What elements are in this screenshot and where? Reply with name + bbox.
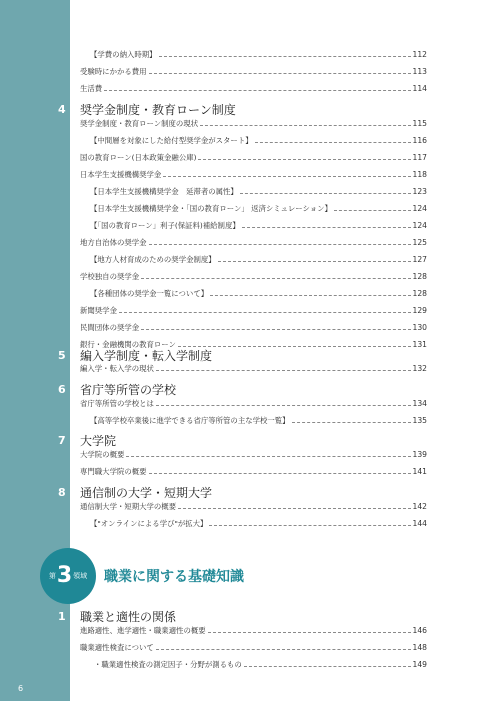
toc-page-number: 139 — [412, 450, 427, 459]
dot-leader — [244, 665, 411, 667]
toc-entry-title: 生活費 — [80, 84, 103, 93]
dot-leader — [156, 404, 411, 406]
domain-badge-prefix: 第 — [48, 572, 56, 580]
toc-entry-title: 【地方人材育成のための奨学金制度】 — [90, 255, 216, 264]
toc-entry-title: 専門職大学院の概要 — [80, 467, 147, 476]
toc-entry-title: 【"オンラインによる学び"が拡大】 — [90, 519, 208, 528]
toc-entry[interactable] — [80, 639, 427, 653]
toc-entry[interactable] — [90, 132, 427, 146]
toc-entry-title: 【日本学生支援機構奨学金 延滞者の属性】 — [90, 187, 238, 196]
chapter-title: 編入学制度・転入学制度 — [80, 348, 213, 363]
toc-entry-title: 新聞奨学金 — [80, 306, 117, 315]
toc-entry-title: 学校独自の奨学金 — [80, 272, 140, 281]
dot-leader — [334, 209, 411, 211]
toc-entry[interactable] — [80, 268, 427, 282]
toc-entry-title: 【高等学校卒業後に進学できる省庁等所管の主な学校一覧】 — [90, 416, 290, 425]
toc-page-number: 128 — [412, 272, 427, 281]
toc-entry[interactable] — [90, 515, 427, 529]
toc-entry-title: 日本学生支援機構奨学金 — [80, 170, 162, 179]
toc-page-number: 141 — [412, 467, 427, 476]
dot-leader — [178, 507, 410, 509]
toc-page-number: 135 — [412, 416, 427, 425]
chapter-title: 省庁等所管の学校 — [80, 382, 177, 397]
chapter-number: 5 — [58, 348, 66, 362]
toc-page-number: 130 — [412, 323, 427, 332]
dot-leader — [149, 243, 411, 245]
toc-page-number: 117 — [412, 153, 427, 162]
toc-entry[interactable] — [80, 463, 427, 477]
toc-entry-title: 省庁等所管の学校とは — [80, 399, 154, 408]
toc-page-number: 131 — [412, 340, 427, 349]
dot-leader — [178, 345, 411, 347]
dot-leader — [149, 472, 411, 474]
dot-leader — [240, 192, 411, 194]
toc-entry[interactable] — [90, 251, 427, 265]
toc-entry[interactable] — [90, 217, 427, 231]
toc-page-number: 124 — [412, 221, 427, 230]
dot-leader — [104, 89, 410, 91]
toc-page-number: 129 — [412, 306, 427, 315]
dot-leader — [156, 648, 411, 650]
dot-leader — [292, 421, 411, 423]
toc-entry-title: 地方自治体の奨学金 — [80, 238, 147, 247]
dot-leader — [210, 294, 410, 296]
toc-entry-title: 民間団体の奨学金 — [80, 323, 140, 332]
toc-entry-title: 【中間層を対象にした給付型奨学金がスタート】 — [90, 136, 253, 145]
dot-leader — [141, 277, 410, 279]
toc-page-number: 134 — [412, 399, 427, 408]
toc-entry[interactable] — [80, 302, 427, 316]
toc-page-number: 116 — [412, 136, 427, 145]
domain-badge — [40, 548, 96, 604]
toc-page-number: 115 — [412, 119, 427, 128]
toc-page-number: 112 — [412, 50, 427, 59]
chapter-number: 4 — [58, 102, 66, 116]
toc-page-number: 149 — [412, 660, 427, 669]
toc-entry-title: 受験時にかかる費用 — [80, 67, 147, 76]
toc-entry[interactable] — [80, 498, 427, 512]
domain-badge-suffix: 領域 — [73, 572, 88, 580]
toc-entry[interactable] — [90, 183, 427, 197]
chapter-title: 奨学金制度・教育ローン制度 — [80, 102, 236, 117]
toc-entry[interactable] — [80, 115, 427, 129]
toc-entry-title: 国の教育ローン(日本政策金融公庫) — [80, 153, 197, 162]
toc-entry[interactable] — [94, 656, 427, 670]
toc-entry[interactable] — [80, 166, 427, 180]
toc-entry[interactable] — [80, 149, 427, 163]
domain-title: 職業に関する基礎知識 — [104, 569, 244, 585]
dot-leader — [156, 369, 411, 371]
dot-leader — [198, 158, 410, 160]
toc-entry-title: ・職業適性検査の測定因子・分野が測るもの — [94, 660, 242, 669]
chapter-number: 8 — [58, 485, 66, 499]
chapter-number: 1 — [58, 609, 66, 623]
toc-entry-title: 通信制大学・短期大学の概要 — [80, 502, 177, 511]
dot-leader — [119, 311, 411, 313]
dot-leader — [159, 55, 411, 57]
toc-entry[interactable] — [90, 46, 427, 60]
toc-entry[interactable] — [80, 446, 427, 460]
dot-leader — [255, 141, 411, 143]
dot-leader — [218, 260, 411, 262]
toc-entry[interactable] — [80, 360, 427, 374]
dot-leader — [209, 524, 410, 526]
toc-page-number: 128 — [412, 289, 427, 298]
toc-page-number: 146 — [412, 626, 427, 635]
page-number: 6 — [18, 684, 24, 693]
toc-entry-title: 進路適性、進学適性・職業適性の概要 — [80, 626, 206, 635]
toc-entry[interactable] — [80, 622, 427, 636]
toc-page-number: 118 — [412, 170, 427, 179]
toc-entry-title: 職業適性検査について — [80, 643, 154, 652]
toc-page-number: 125 — [412, 238, 427, 247]
toc-entry-title: 銀行・金融機関の教育ローン — [80, 340, 176, 349]
dot-leader — [200, 124, 410, 126]
chapter-number: 7 — [58, 433, 66, 447]
toc-entry[interactable] — [80, 395, 427, 409]
toc-page-number: 142 — [412, 502, 427, 511]
dot-leader — [242, 226, 411, 228]
dot-leader — [141, 328, 410, 330]
toc-page-number: 132 — [412, 364, 427, 373]
toc-page-number: 127 — [412, 255, 427, 264]
chapter-title: 職業と適性の関係 — [80, 609, 177, 624]
dot-leader — [149, 72, 411, 74]
toc-entry[interactable] — [80, 80, 427, 94]
toc-entry-title: 大学院の概要 — [80, 450, 125, 459]
toc-entry[interactable] — [90, 285, 427, 299]
chapter-title: 大学院 — [80, 433, 117, 448]
toc-entry-title: 奨学金制度・教育ローン制度の現状 — [80, 119, 199, 128]
toc-page-number: 144 — [412, 519, 427, 528]
toc-page-number: 113 — [412, 67, 427, 76]
toc-entry-title: 【各種団体の奨学金一覧について】 — [90, 289, 209, 298]
toc-entry[interactable] — [80, 319, 427, 333]
toc-entry-title: 【「国の教育ローン」利子(保証料)補給制度】 — [90, 221, 240, 230]
toc-page-number: 124 — [412, 204, 427, 213]
chapter-number: 6 — [58, 382, 66, 396]
toc-entry-title: 【学費の納入時期】 — [90, 50, 157, 59]
toc-page-number: 148 — [412, 643, 427, 652]
dot-leader — [208, 631, 411, 633]
dot-leader — [126, 455, 410, 457]
toc-entry[interactable] — [90, 200, 427, 214]
domain-badge-number: 3 — [56, 563, 73, 588]
toc-page-number: 114 — [412, 84, 427, 93]
toc-entry[interactable] — [90, 412, 427, 426]
toc-page-number: 123 — [412, 187, 427, 196]
toc-entry-title: 編入学・転入学の現状 — [80, 364, 154, 373]
chapter-title: 通信制の大学・短期大学 — [80, 485, 213, 500]
toc-entry[interactable] — [80, 234, 427, 248]
toc-entry-title: 【日本学生支援機構奨学金・「国の教育ローン」 返済シミュレーション】 — [90, 204, 332, 213]
toc-entry[interactable] — [80, 63, 427, 77]
dot-leader — [163, 175, 410, 177]
